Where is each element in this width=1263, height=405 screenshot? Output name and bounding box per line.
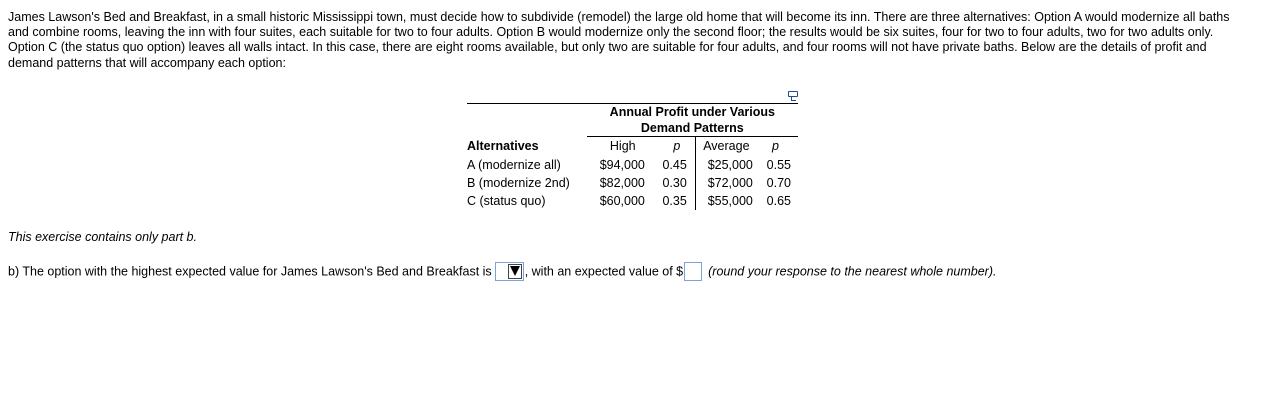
table-row bbox=[467, 192, 798, 210]
table-row bbox=[467, 174, 798, 192]
row-p1: 0.35 bbox=[662, 194, 687, 208]
row-avg: $25,000 bbox=[695, 156, 753, 174]
row-high: $60,000 bbox=[599, 194, 645, 208]
row-avg: $55,000 bbox=[695, 192, 753, 210]
row-alt: A (modernize all) bbox=[467, 158, 561, 172]
row-high: $94,000 bbox=[599, 158, 645, 172]
col-average: Average bbox=[695, 137, 753, 157]
profit-table bbox=[467, 103, 798, 210]
copy-table-icon[interactable] bbox=[788, 91, 798, 97]
group-header-line2: Demand Patterns bbox=[640, 121, 744, 135]
question-prefix: b) The option with the highest expected value for James Lawson's Bed and Breakfast is bbox=[8, 264, 492, 279]
row-p1: 0.45 bbox=[662, 158, 687, 172]
row-p2: 0.55 bbox=[766, 158, 791, 172]
row-p2: 0.65 bbox=[766, 194, 791, 208]
question-middle: , with an expected value of $ bbox=[524, 264, 684, 279]
question-suffix: (round your response to the nearest whole number). bbox=[708, 264, 997, 279]
question-b bbox=[8, 262, 996, 281]
row-avg: $72,000 bbox=[695, 174, 753, 192]
row-alt: C (status quo) bbox=[467, 194, 546, 208]
row-p1: 0.30 bbox=[662, 176, 687, 190]
col-high: High bbox=[587, 137, 645, 157]
problem-intro: James Lawson's Bed and Breakfast, in a small historic Mississippi town, must decide how to subdivide (remodel) the large old home that will become its inn. There are three alternatives: Option A would modernize all baths and combine rooms, leaving the inn with four suites, each suitable for two to four adults. Option B would modernize only the second floor; the results would be six suites, four for two to four adults, two for two adults only. Option C (the status quo option) leaves all walls intact. In this case, there are eight rooms available, but only two are suitable for four adults, and four rooms will not have private baths. Below are the details of profit and demand patterns that will accompany each option: bbox=[8, 10, 1230, 70]
col-p1: p bbox=[645, 137, 695, 157]
group-header-line1: Annual Profit under Various bbox=[609, 105, 775, 119]
col-p2: p bbox=[753, 137, 798, 157]
row-alt: B (modernize 2nd) bbox=[467, 176, 570, 190]
row-p2: 0.70 bbox=[766, 176, 791, 190]
col-alternatives: Alternatives bbox=[467, 138, 539, 153]
option-dropdown[interactable] bbox=[495, 262, 524, 281]
expected-value-input[interactable] bbox=[684, 262, 702, 281]
chevron-down-icon bbox=[510, 266, 520, 276]
table-row bbox=[467, 156, 798, 174]
row-high: $82,000 bbox=[599, 176, 645, 190]
exercise-note: This exercise contains only part b. bbox=[8, 230, 197, 244]
